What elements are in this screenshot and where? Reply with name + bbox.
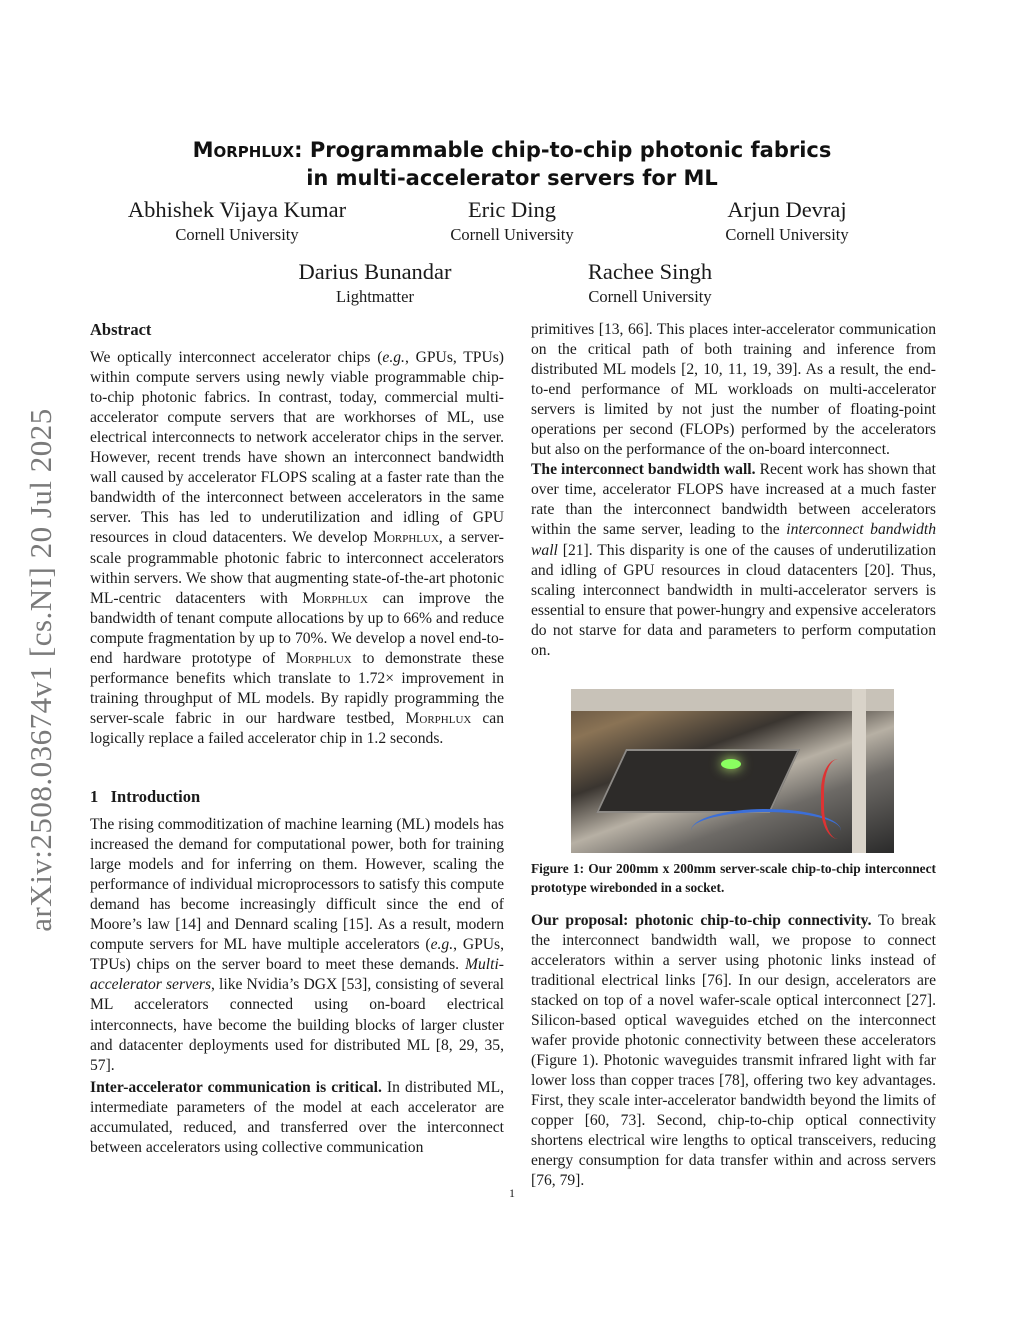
photo-shelf <box>571 689 894 711</box>
body-paragraph: primitives [13, 66]. This places inter-accelerator communication on the critical path of both training and inference from distributed ML models [2, 10, 11, 19, 39]. As a result, the end-to-end performance of ML workloads on multi-accelerator servers is limited by not just the number of floating-point operations per second (FLOPs) performed by the accelerators but also on the performance of the on-board interconnect. <box>531 321 936 459</box>
abstract-heading: Abstract <box>90 320 152 339</box>
intro-paragraph: Inter-accelerator communication is critical. In distributed ML, intermediate parameters of the model at each accelerator are accumulated, reduced, and transferred over the interconnect between accelerators using collective communication <box>90 1078 504 1156</box>
author-block: Rachee Singh Cornell University <box>587 259 713 306</box>
photo-blue-cable <box>691 809 841 852</box>
figure-caption: Figure 1: Our 200mm x 200mm server-scale chip-to-chip interconnect prototype wirebonded in a socket. <box>531 860 936 895</box>
author-block: Darius Bunandar Lightmatter <box>298 259 452 306</box>
author-block: Arjun Devraj Cornell University <box>725 197 849 244</box>
body-paragraph: Our proposal: photonic chip-to-chip connectivity. To break the interconnect bandwidth wall, we propose to connect accelerators within a server using photonic links instead of traditional electrical links [76]. In our design, accelerators are stacked on top of a novel wafer-scale optical interconnect [27]. Silicon-based optical waveguides etched on the interconnect wafer provide photonic connectivity between these accelerators (Figure 1). Photonic waveguides transmit infrared light with far lower loss than copper traces [78], offering two key advantages. First, they scale inter-accelerator bandwidth beyond the limits of copper [60, 73]. Second, chip-to-chip optical connectivity shortens electrical wire lengths to optical transceivers, reducing energy consumption for data transfer within and across servers [76, 79]. <box>531 911 936 1190</box>
left-column <box>90 320 504 1158</box>
body-paragraph: The interconnect bandwidth wall. Recent work has shown that over time, accelerator FLOPS have increased at a much faster rate than the interconnect bandwidth between accelerators within the same server, leading to the interconnect bandwidth wall [21]. This disparity is one of the causes of underutilization and idling of GPU resources in cloud datacenters [20]. Thus, scaling interconnect bandwidth in multi-accelerator servers is essential to ensure that power-hungry and expensive accelerators do not starve for data and parameters to perform computation on. <box>531 461 936 659</box>
photo-laser-glow <box>721 759 741 769</box>
intro-paragraph: The rising commoditization of machine learning (ML) models has increased the demand for computational power, both for training large models and for inferring on them. However, scaling the performance of individual microprocessors to satisfy this compute demand has become increasingly difficult since the end of Moore’s law [14] and Dennard scaling [15]. As a result, modern compute servers for ML have multiple accelerators (e.g., GPUs, TPUs) chips on the server board to meet these demands. Multi-accelerator servers, like Nvidia’s DGX [53], consisting of several ML accelerators connected using on-board electrical interconnects, have become the building blocks of larger cluster and datacenter deployments used for distributed ML [8, 29, 35, 57]. <box>90 816 504 1074</box>
author-block: Abhishek Vijaya Kumar Cornell University <box>127 197 347 244</box>
paper-title: Morphlux: Programmable chip-to-chip photonic fabrics in multi-accelerator servers for ML <box>192 138 832 190</box>
author-block: Eric Ding Cornell University <box>450 197 574 244</box>
photo-post <box>852 689 866 853</box>
photo-board <box>596 749 800 813</box>
right-column <box>531 320 936 1191</box>
system-name: Morphlux <box>192 138 295 162</box>
prototype-photo <box>571 689 894 853</box>
introduction-heading: 1 Introduction <box>90 786 201 806</box>
arxiv-identifier: arXiv:2508.03674v1 [cs.NI] 20 Jul 2025 <box>23 408 58 932</box>
page-number: 1 <box>509 1186 515 1200</box>
abstract-text: We optically interconnect accelerator chips (e.g., GPUs, TPUs) within compute servers using newly viable programmable chip-to-chip photonic fabrics. In contrast, today, commercial multi-accelerator compute servers that are workhorses of ML, use electrical interconnects to network accelerator chips in the server. However, recent trends have shown an interconnect bandwidth wall caused by accelerator FLOPS scaling at a faster rate than the bandwidth of the interconnect between accelerators in the same server. This has led to underutilization and idling of GPU resources in cloud datacenters. We develop Morphlux, a server-scale programmable photonic fabric to interconnect accelerators within servers. We show that augmenting state-of-the-art photonic ML-centric datacenters with Morphlux can improve the bandwidth of tenant compute allocations by up to 66% and reduce compute fragmentation by up to 70%. We develop a novel end-to-end hardware prototype of Morphlux to demonstrate these performance benefits which translate to 1.72× improvement in training throughput of ML models. By rapidly programming the server-scale fabric in our hardware testbed, Morphlux can logically replace a failed accelerator chip in 1.2 seconds. <box>90 349 505 747</box>
